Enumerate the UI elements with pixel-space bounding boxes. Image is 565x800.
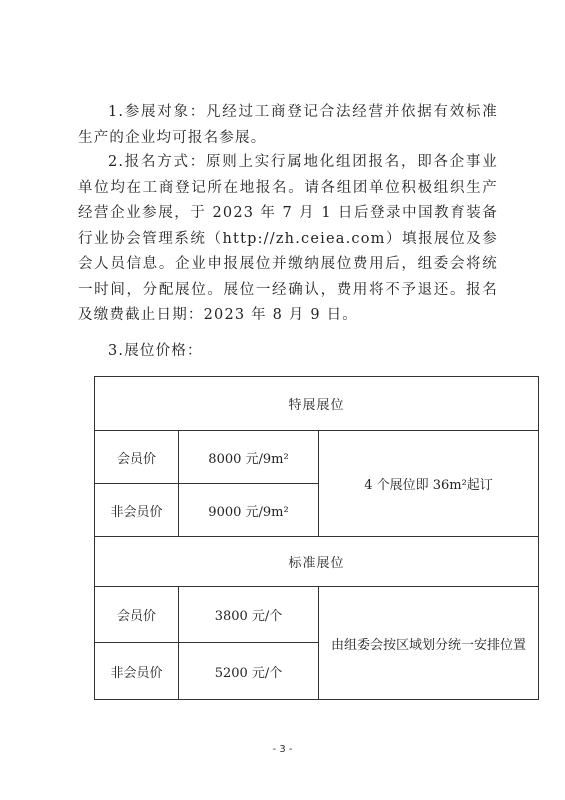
booth-price-table: [94, 376, 539, 700]
special-member-label: 会员价: [95, 431, 179, 484]
special-member-price: 8000 元/9m²: [179, 431, 319, 484]
page-number: - 3 -: [272, 744, 293, 755]
table-row: [95, 377, 539, 431]
standard-member-label: 会员价: [95, 587, 179, 643]
standard-member-price: 3800 元/个: [179, 587, 319, 643]
table-row: [95, 587, 539, 643]
table-row: [95, 537, 539, 587]
paragraph-booth-price-heading-text: 3.展位价格：: [108, 343, 203, 359]
standard-booth-note: 由组委会按区域划分统一安排位置: [319, 587, 539, 700]
paragraph-participants-text: 1.参展对象：凡经过工商登记合法经营并依据有效标准生产的企业均可报名参展。: [78, 104, 498, 146]
special-nonmember-label: 非会员价: [95, 484, 179, 537]
paragraph-booth-price-heading: [78, 339, 498, 365]
special-booth-note: 4 个展位即 36m²起订: [319, 431, 539, 537]
paragraph-participants: [78, 100, 498, 151]
standard-nonmember-label: 非会员价: [95, 643, 179, 700]
paragraph-registration: [78, 150, 498, 329]
standard-booth-title: 标准展位: [95, 537, 539, 587]
special-nonmember-price: 9000 元/9m²: [179, 484, 319, 537]
special-booth-title: 特展展位: [95, 377, 539, 431]
table-row: [95, 431, 539, 484]
paragraph-registration-text: 2.报名方式：原则上实行属地化组团报名，即各企事业单位均在工商登记所在地报名。请各组团单位积极组织生产经营企业参展，于 2023 年 7 月 1 日后登录中国教育装备行业协会管理系统（http://zh.ceiea.com）填报展位及参会人员信息。企业申报展位并缴纳展位费用后，组委会将统一时间，分配展位。展位一经确认，费用将不予退还。报名及缴费截止日期：2023 年 8 月 9 日。: [78, 154, 498, 323]
standard-nonmember-price: 5200 元/个: [179, 643, 319, 700]
